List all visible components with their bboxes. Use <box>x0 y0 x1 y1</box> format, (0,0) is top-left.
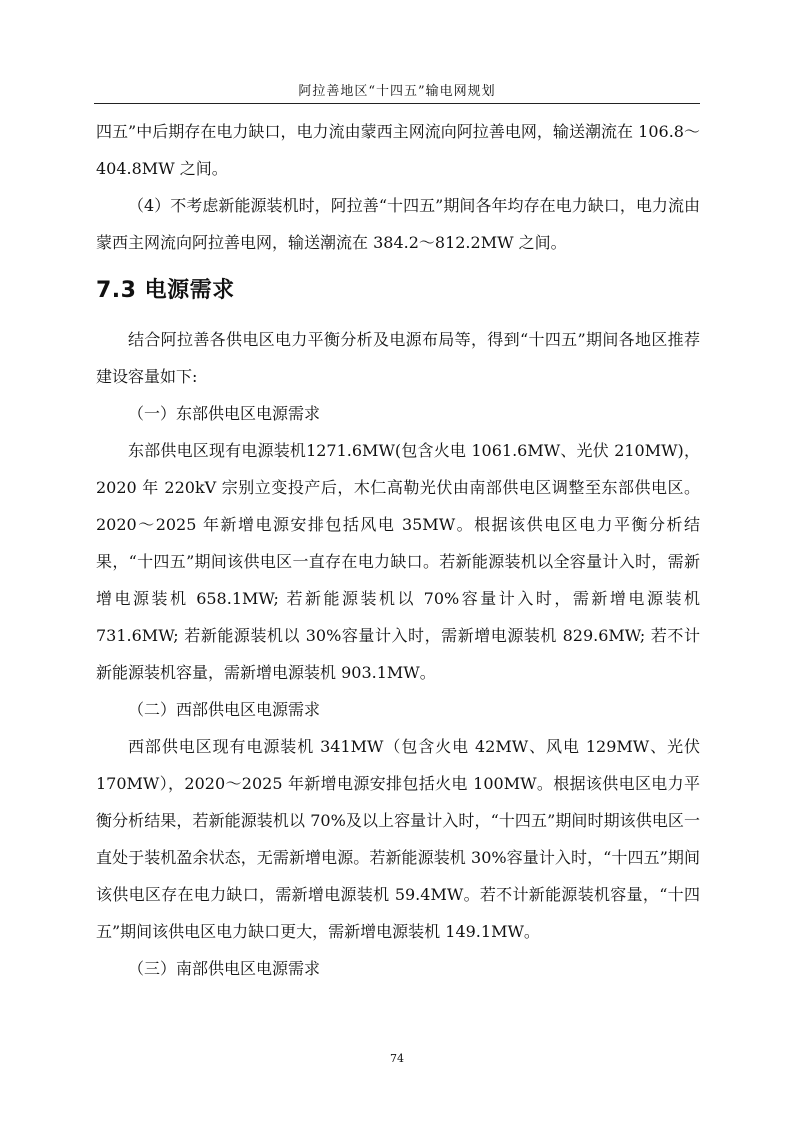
section-heading: 7.3 电源需求 <box>96 278 235 303</box>
page-header-title: 阿拉善地区“十四五”输电网规划 <box>298 84 496 99</box>
paragraph-continued: 四五”中后期存在电力缺口，电力流由蒙西主网流向阿拉善电网，输送潮流在 106.8～404.8MW 之间。 <box>96 122 700 178</box>
document-body <box>96 113 700 987</box>
paragraph-east: 东部供电区现有电源装机1271.6MW(包含火电 1061.6MW、光伏 210MW)，2020 年 220kV 宗别立变投产后，木仁高勒光伏由南部供电区调整至东部供电区。2020～2025 年新增电源安排包括风电 35MW。根据该供电区电力平衡分析结果，“十四五”期间该供电区一直存在电力缺口。若新能源装机以全容量计入时，需新增电源装机 658.1MW; 若新能源装机以 70%容量计入时，需新增电源装机 731.6MW; 若新能源装机以 30%容量计入时，需新增电源装机 829.6MW; 若不计新能源装机容量，需新增电源装机 903.1MW。 <box>96 441 700 682</box>
paragraph-west: 西部供电区现有电源装机 341MW（包含火电 42MW、风电 129MW、光伏170MW），2020～2025 年新增电源安排包括火电 100MW。根据该供电区电力平衡分析结果，若新能源装机以 70%及以上容量计入时，“十四五”期间时期该供电区一直处于装机盈余状态，无需新增电源。若新能源装机 30%容量计入时，“十四五”期间该供电区存在电力缺口，需新增电源装机 59.4MW。若不计新能源装机容量，“十四五”期间该供电区电力缺口更大，需新增电源装机 149.1MW。 <box>96 737 700 941</box>
subheading-south: （三）南部供电区电源需求 <box>128 959 321 978</box>
subheading-west: （二）西部供电区电源需求 <box>128 700 321 719</box>
paragraph-item-4: （4）不考虑新能源装机时，阿拉善“十四五”期间各年均存在电力缺口，电力流由蒙西主网流向阿拉善电网，输送潮流在 384.2～812.2MW 之间。 <box>96 196 700 252</box>
subheading-east: （一）东部供电区电源需求 <box>128 404 321 423</box>
page-number: 74 <box>390 1052 404 1065</box>
paragraph-intro: 结合阿拉善各供电区电力平衡分析及电源布局等，得到“十四五”期间各地区推荐建设容量如下: <box>96 330 700 386</box>
header-divider <box>94 103 700 104</box>
